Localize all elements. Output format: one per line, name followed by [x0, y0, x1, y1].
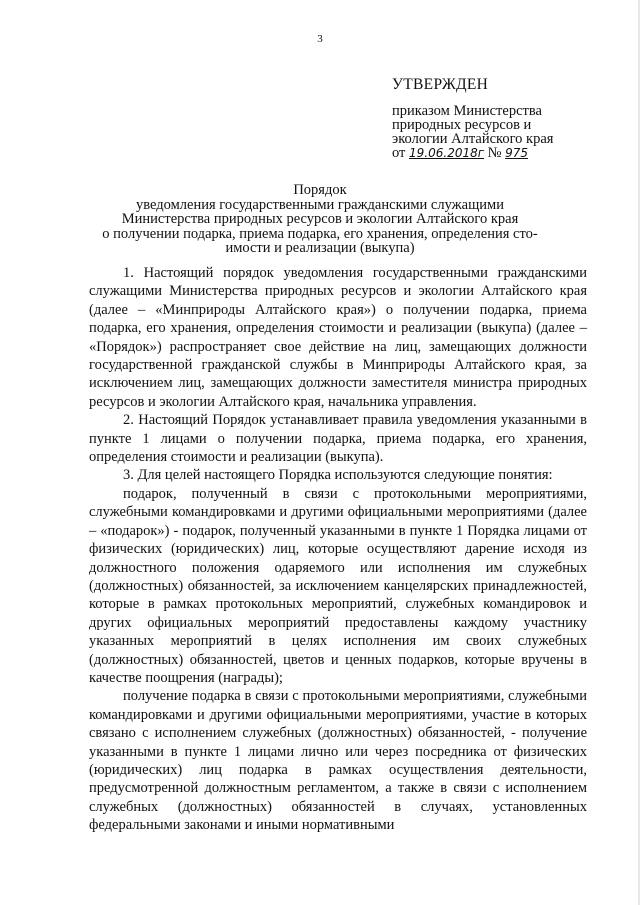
paragraph: получение подарка в связи с протокольными мероприятиями, служебными командировками и другими официальными мероприятиями, участие в которых связано с исполнением служебных (должностных) обязанностей, - получение указанными в пункте 1 лицами лично или через посредника от физических (юридических) лиц подарка в рамках осуществления деятельности, предусмотренной должностным регламентом, а также в связи с исполнением служебных (должностных) обязанностей в случаях, установленных федеральными законами и иными нормативными [89, 688, 587, 834]
title-line: имости и реализации (выкупа) [225, 240, 415, 256]
paragraph: 2. Настоящий Порядок устанавливает правила уведомления указанными в пункте 1 лицами о получении подарка, приема подарка, его хранения, определения стоимости и реализации (выкупа). [89, 412, 587, 466]
date-prefix: от [392, 145, 406, 161]
handwritten-number: 975 [505, 146, 529, 160]
approval-line: природных ресурсов и [392, 117, 532, 133]
approval-block [392, 78, 612, 160]
title-line: Порядок [293, 182, 347, 198]
handwritten-date: 19.06.2018г [409, 146, 485, 160]
title-line: уведомления государственными гражданскими служащими [136, 196, 504, 213]
approval-line: экологии Алтайского края [392, 131, 554, 147]
paragraph: подарок, полученный в связи с протокольными мероприятиями, служебными командировками и другими официальными мероприятиями (далее – «подарок») - подарок, полученный указанными в пункте 1 Порядка лицами от физических (юридических) лиц, которые осуществляют дарение исходя из должностного положения одаряемого или исполнения им служебных (должностных) обязанностей, за исключением канцелярских принадлежностей, которые в рамках протокольных мероприятий, служебных командировок и других официальных мероприятий предоставлены каждому участнику указанных мероприятий в целях исполнения им своих служебных (должностных) обязанностей, цветов и ценных подарков, которые вручены в качестве поощрения (награды); [89, 485, 587, 686]
approval-line: приказом Министерства [392, 103, 542, 119]
paragraph: 1. Настоящий порядок уведомления государственными гражданскими служащими Министерства природных ресурсов и экологии Алтайского края (далее – «Минприроды Алтайского края») о получении подарка, приема подарка, его хранения, определения стоимости и реализации (выкупа) (далее – «Порядок») распространяет свое действие на лиц, замещающих должности государственной гражданской службы в Минприроды Алтайского края, за исключением лиц, замещающих должности заместителя министра природных ресурсов и экологии Алтайского края, начальника управления. [89, 265, 587, 410]
title-line: о получении подарка, приема подарка, его хранения, определения сто- [102, 225, 538, 242]
approval-stamp: УТВЕРЖДЕН [392, 76, 489, 93]
page-number: 3 [317, 33, 323, 45]
number-prefix: № [487, 145, 502, 161]
document-title [100, 183, 540, 256]
approval-date-line [392, 146, 612, 160]
title-line: Министерства природных ресурсов и экологии Алтайского края [121, 211, 519, 227]
document-body [89, 264, 587, 835]
paragraph: 3. Для целей настоящего Порядка используются следующие понятия: [123, 467, 553, 484]
